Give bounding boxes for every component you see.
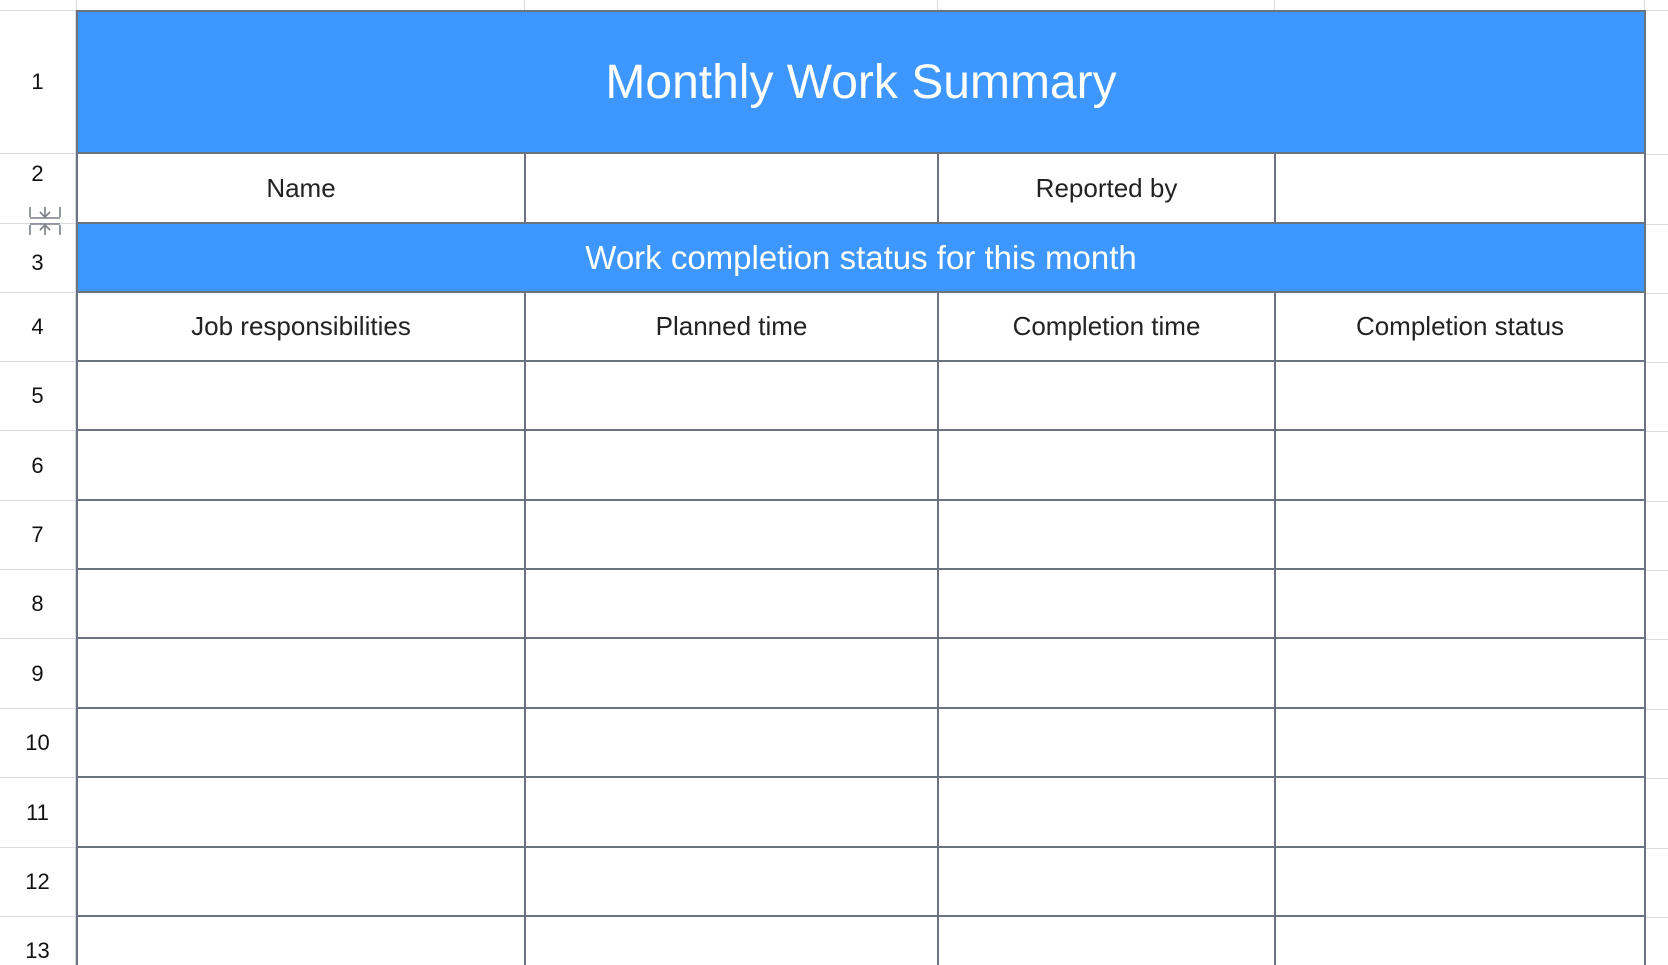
row-header-6[interactable]: 6 [0, 431, 76, 501]
table-cell[interactable] [78, 778, 526, 848]
header-job-responsibilities[interactable]: Job responsibilities [78, 293, 526, 362]
name-label-cell[interactable]: Name [78, 154, 526, 224]
table-cell[interactable] [78, 709, 526, 778]
table-cell[interactable] [939, 501, 1276, 570]
table-cell[interactable] [939, 570, 1276, 639]
name-value-cell[interactable] [526, 154, 939, 224]
gridline [1646, 917, 1668, 918]
table-cell[interactable] [78, 639, 526, 709]
table-cell[interactable] [1276, 501, 1646, 570]
table-cell[interactable] [526, 431, 939, 501]
gridline [1646, 362, 1668, 363]
row-header-9[interactable]: 9 [0, 639, 76, 709]
table-cell[interactable] [78, 848, 526, 917]
table-cell[interactable] [78, 570, 526, 639]
row-header-13[interactable]: 13 [0, 917, 76, 965]
table-cell[interactable] [78, 362, 526, 431]
row-header-2[interactable]: 2 [0, 154, 76, 224]
header-completion-time[interactable]: Completion time [939, 293, 1276, 362]
corner-cell[interactable] [0, 0, 77, 11]
gridline [1646, 570, 1668, 571]
table-cell[interactable] [939, 709, 1276, 778]
section-banner[interactable]: Work completion status for this month [78, 224, 1646, 293]
row-header-7[interactable]: 7 [0, 501, 76, 570]
row-header-4[interactable]: 4 [0, 293, 76, 362]
gridline [1646, 431, 1668, 432]
table-cell[interactable] [78, 501, 526, 570]
row-header-12[interactable]: 12 [0, 848, 76, 917]
table-cell[interactable] [526, 848, 939, 917]
gridline [1646, 639, 1668, 640]
table-cell[interactable] [1276, 848, 1646, 917]
header-completion-status[interactable]: Completion status [1276, 293, 1646, 362]
gridline [1646, 848, 1668, 849]
table-cell[interactable] [1276, 778, 1646, 848]
row-header-1[interactable]: 1 [0, 11, 76, 154]
reported-by-label-cell[interactable]: Reported by [939, 154, 1276, 224]
table-cell[interactable] [526, 778, 939, 848]
reported-by-value-cell[interactable] [1276, 154, 1646, 224]
table-cell[interactable] [78, 917, 526, 965]
table-cell[interactable] [78, 431, 526, 501]
table-cell[interactable] [526, 362, 939, 431]
table-cell[interactable] [1276, 917, 1646, 965]
gridline [1646, 293, 1668, 294]
row-header-10[interactable]: 10 [0, 709, 76, 778]
table-cell[interactable] [526, 501, 939, 570]
table-cell[interactable] [526, 709, 939, 778]
gridline [1646, 154, 1668, 155]
row-header-5[interactable]: 5 [0, 362, 76, 431]
table-cell[interactable] [939, 431, 1276, 501]
gridline [1646, 709, 1668, 710]
header-planned-time[interactable]: Planned time [526, 293, 939, 362]
gridline [1646, 778, 1668, 779]
table-cell[interactable] [939, 848, 1276, 917]
row-resize-icon[interactable] [28, 205, 62, 237]
table-cell[interactable] [939, 639, 1276, 709]
table-cell[interactable] [939, 917, 1276, 965]
title-banner[interactable]: Monthly Work Summary [78, 12, 1646, 154]
table-cell[interactable] [526, 639, 939, 709]
table-cell[interactable] [939, 778, 1276, 848]
column-header-e[interactable] [1645, 0, 1668, 11]
table-cell[interactable] [1276, 431, 1646, 501]
row-header-8[interactable]: 8 [0, 570, 76, 639]
gridline [1646, 224, 1668, 225]
table-cell[interactable] [939, 362, 1276, 431]
table-cell[interactable] [1276, 570, 1646, 639]
row-header-3[interactable]: 3 [0, 224, 76, 293]
table-cell[interactable] [1276, 709, 1646, 778]
row-header-11[interactable]: 11 [0, 778, 76, 848]
table-cell[interactable] [1276, 362, 1646, 431]
table-cell[interactable] [1276, 639, 1646, 709]
table-cell[interactable] [526, 917, 939, 965]
table-cell[interactable] [526, 570, 939, 639]
gridline [1646, 501, 1668, 502]
